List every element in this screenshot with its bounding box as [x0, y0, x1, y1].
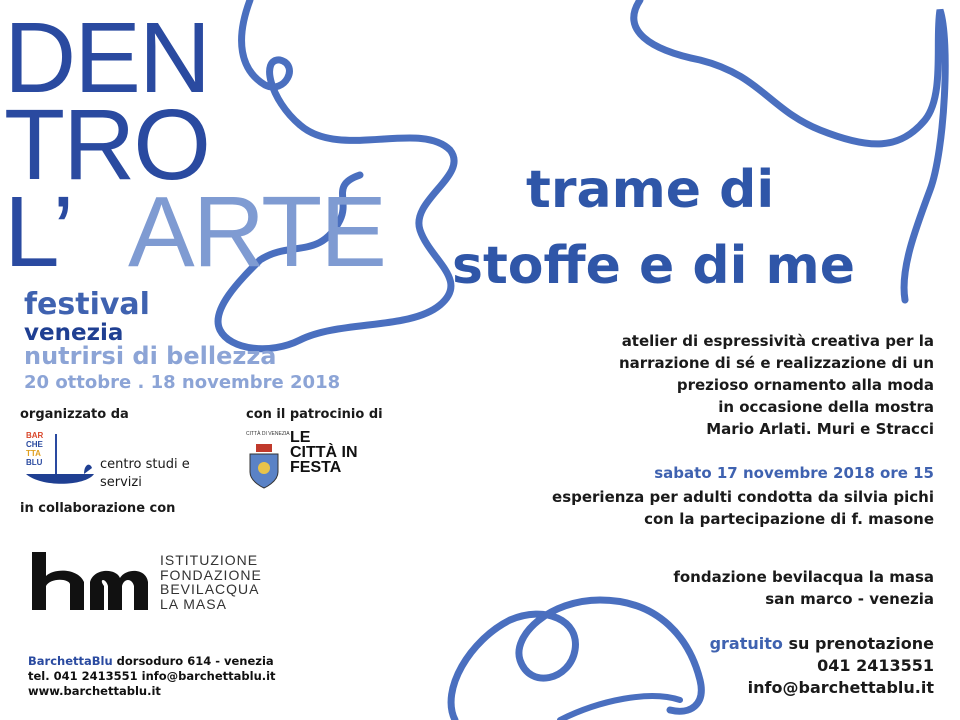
event-desc-line: narrazione di sé e realizzazione di un [618, 354, 934, 372]
footer-website: www.barchettablu.it [28, 684, 161, 698]
svg-text:TTA: TTA [26, 449, 41, 458]
booking-text: su prenotazione [782, 634, 934, 653]
svg-text:CHE: CHE [26, 440, 43, 449]
festival-theme: nutrirsi di bellezza [24, 342, 277, 370]
footer-address-text: dorsoduro 614 - venezia [112, 654, 274, 668]
festival-name: festival [24, 287, 150, 322]
venice-crest-logo [246, 428, 290, 492]
event-phone: 041 2413551 [817, 656, 934, 675]
organized-by-label: organizzato da [20, 407, 129, 422]
event-datetime: sabato 17 novembre 2018 ore 15 [654, 464, 934, 482]
svg-text:BAR: BAR [26, 431, 44, 440]
footer-brand: BarchettaBlu [28, 654, 113, 668]
title-tro: TRO [4, 89, 210, 201]
festival-city: venezia [24, 320, 124, 346]
svg-text:BLU: BLU [26, 458, 43, 467]
event-title-line1: trame di [526, 160, 775, 220]
title-arte: ARTE [128, 176, 385, 288]
footer-contacts: tel. 041 2413551 info@barchettablu.it [28, 669, 276, 683]
patronage-label: con il patrocinio di [246, 407, 383, 422]
event-venue-line2: san marco - venezia [765, 590, 934, 608]
event-desc-line: atelier di espressività creativa per la [621, 332, 934, 350]
barchetta-blu-logo [24, 428, 94, 490]
event-desc-line: Mario Arlati. Muri e Stracci [706, 420, 934, 438]
centro-studi-text: centro studi e servizi [100, 457, 190, 490]
footer-address [28, 656, 274, 668]
event-email: info@barchettablu.it [747, 678, 934, 697]
festival-dates: 20 ottobre . 18 novembre 2018 [24, 372, 341, 393]
event-free-booking [710, 636, 934, 652]
event-experience-line1: esperienza per adulti condotta da silvia pichi [552, 488, 934, 506]
citta-venezia-text: CITTÀ DI VENEZIA [246, 431, 290, 437]
title-den: DEN [4, 2, 210, 114]
event-desc-line: in occasione della mostra [718, 398, 934, 416]
le-citta-in-festa-logo: LE CITTÀ IN FESTA [290, 429, 358, 476]
title-l-apostrophe: L’ [4, 176, 73, 288]
event-desc-line: prezioso ornamento alla moda [676, 376, 934, 394]
event-experience-line2: con la partecipazione di f. masone [644, 510, 934, 528]
bevilacqua-la-masa-logo [28, 548, 150, 614]
collaboration-label: in collaborazione con [20, 501, 176, 516]
event-venue-line1: fondazione bevilacqua la masa [673, 568, 934, 586]
istituzione-text: ISTITUZIONE FONDAZIONE BEVILACQUA LA MASA [160, 552, 262, 612]
event-title-line2: stoffe e di me [452, 236, 855, 296]
free-word: gratuito [709, 634, 783, 653]
